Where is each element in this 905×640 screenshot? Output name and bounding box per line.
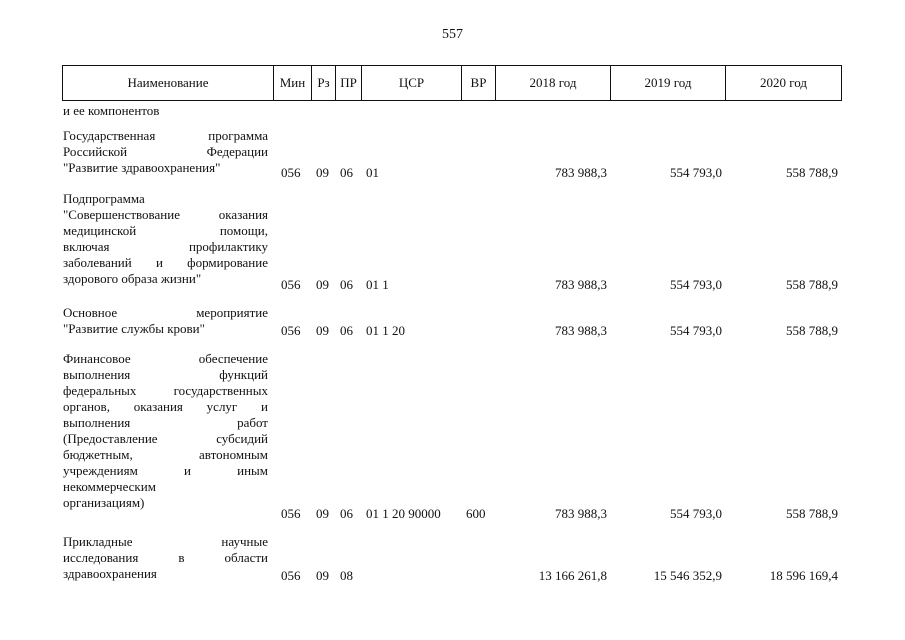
row-csr: 01 1 20 [366, 323, 405, 338]
row-2020: 558 788,9 [786, 165, 838, 180]
row-name-line: организациям) [63, 495, 145, 510]
row-2019: 554 793,0 [670, 323, 722, 338]
row-name-line: учреждениям и иным [63, 463, 268, 478]
row-name-line: заболеваний и формирование [63, 255, 268, 270]
row-name [63, 191, 268, 287]
row-2019: 554 793,0 [670, 506, 722, 521]
row-name-line: (Предоставление субсидий [63, 431, 268, 446]
row-rz: 09 [316, 277, 329, 292]
header-vr: ВР [462, 66, 496, 101]
row-2018: 783 988,3 [555, 323, 607, 338]
row-csr: 01 1 20 90000 [366, 506, 441, 521]
header-name: Наименование [63, 66, 274, 101]
row-2018: 13 166 261,8 [538, 568, 607, 583]
row-pr: 08 [340, 568, 353, 583]
row-name-line: Прикладные научные [63, 534, 268, 549]
row-pr: 06 [340, 165, 353, 180]
row-name-line: Государственная программа [63, 128, 268, 143]
row-min: 056 [281, 568, 301, 583]
row-name-line: "Совершенствование оказания [63, 207, 268, 222]
row-2019: 15 546 352,9 [653, 568, 722, 583]
row-2020: 558 788,9 [786, 506, 838, 521]
row-name-line: некоммерческим [63, 479, 156, 494]
row-name [63, 305, 268, 337]
row-min: 056 [281, 506, 301, 521]
row-2018: 783 988,3 [555, 506, 607, 521]
row-2019: 554 793,0 [670, 277, 722, 292]
continuation-text: и ее компонентов [63, 103, 160, 118]
row-pr: 06 [340, 277, 353, 292]
row-name-line: медицинской помощи, [63, 223, 268, 238]
row-name-line: федеральных государственных [63, 383, 268, 398]
row-min: 056 [281, 277, 301, 292]
row-2019: 554 793,0 [670, 165, 722, 180]
row-name-line: бюджетным, автономным [63, 447, 268, 462]
row-rz: 09 [316, 323, 329, 338]
header-2018: 2018 год [496, 66, 611, 101]
header-rz: Рз [312, 66, 336, 101]
row-min: 056 [281, 323, 301, 338]
row-name-line: выполнения функций [63, 367, 268, 382]
header-2020: 2020 год [726, 66, 842, 101]
row-name-line: "Развитие службы крови" [63, 321, 205, 336]
row-name-line: Подпрограмма [63, 191, 145, 206]
row-2020: 18 596 169,4 [769, 568, 838, 583]
row-2018: 783 988,3 [555, 277, 607, 292]
row-name [63, 534, 268, 582]
row-name-line: Основное мероприятие [63, 305, 268, 320]
row-rz: 09 [316, 506, 329, 521]
row-csr: 01 1 [366, 277, 389, 292]
table-header [62, 65, 842, 101]
row-csr: 01 [366, 165, 379, 180]
row-name-line: исследования в области [63, 550, 268, 565]
row-rz: 09 [316, 568, 329, 583]
row-2018: 783 988,3 [555, 165, 607, 180]
row-name [63, 351, 268, 511]
row-pr: 06 [340, 323, 353, 338]
header-pr: ПР [336, 66, 362, 101]
row-name-line: здорового образа жизни" [63, 271, 202, 286]
row-rz: 09 [316, 165, 329, 180]
page-number: 557 [442, 27, 463, 42]
header-csr: ЦСР [362, 66, 462, 101]
row-2020: 558 788,9 [786, 277, 838, 292]
row-name-line: Финансовое обеспечение [63, 351, 268, 366]
row-name-line: органов, оказания услуг и [63, 399, 268, 414]
header-2019: 2019 год [611, 66, 726, 101]
header-min: Мин [274, 66, 312, 101]
row-name-line: "Развитие здравоохранения" [63, 160, 221, 175]
row-name [63, 128, 268, 176]
row-2020: 558 788,9 [786, 323, 838, 338]
row-name-line: Российской Федерации [63, 144, 268, 159]
row-name-line: здравоохранения [63, 566, 157, 581]
row-vr: 600 [466, 506, 486, 521]
row-min: 056 [281, 165, 301, 180]
row-name-line: выполнения работ [63, 415, 268, 430]
row-pr: 06 [340, 506, 353, 521]
row-name-line: включая профилактику [63, 239, 268, 254]
